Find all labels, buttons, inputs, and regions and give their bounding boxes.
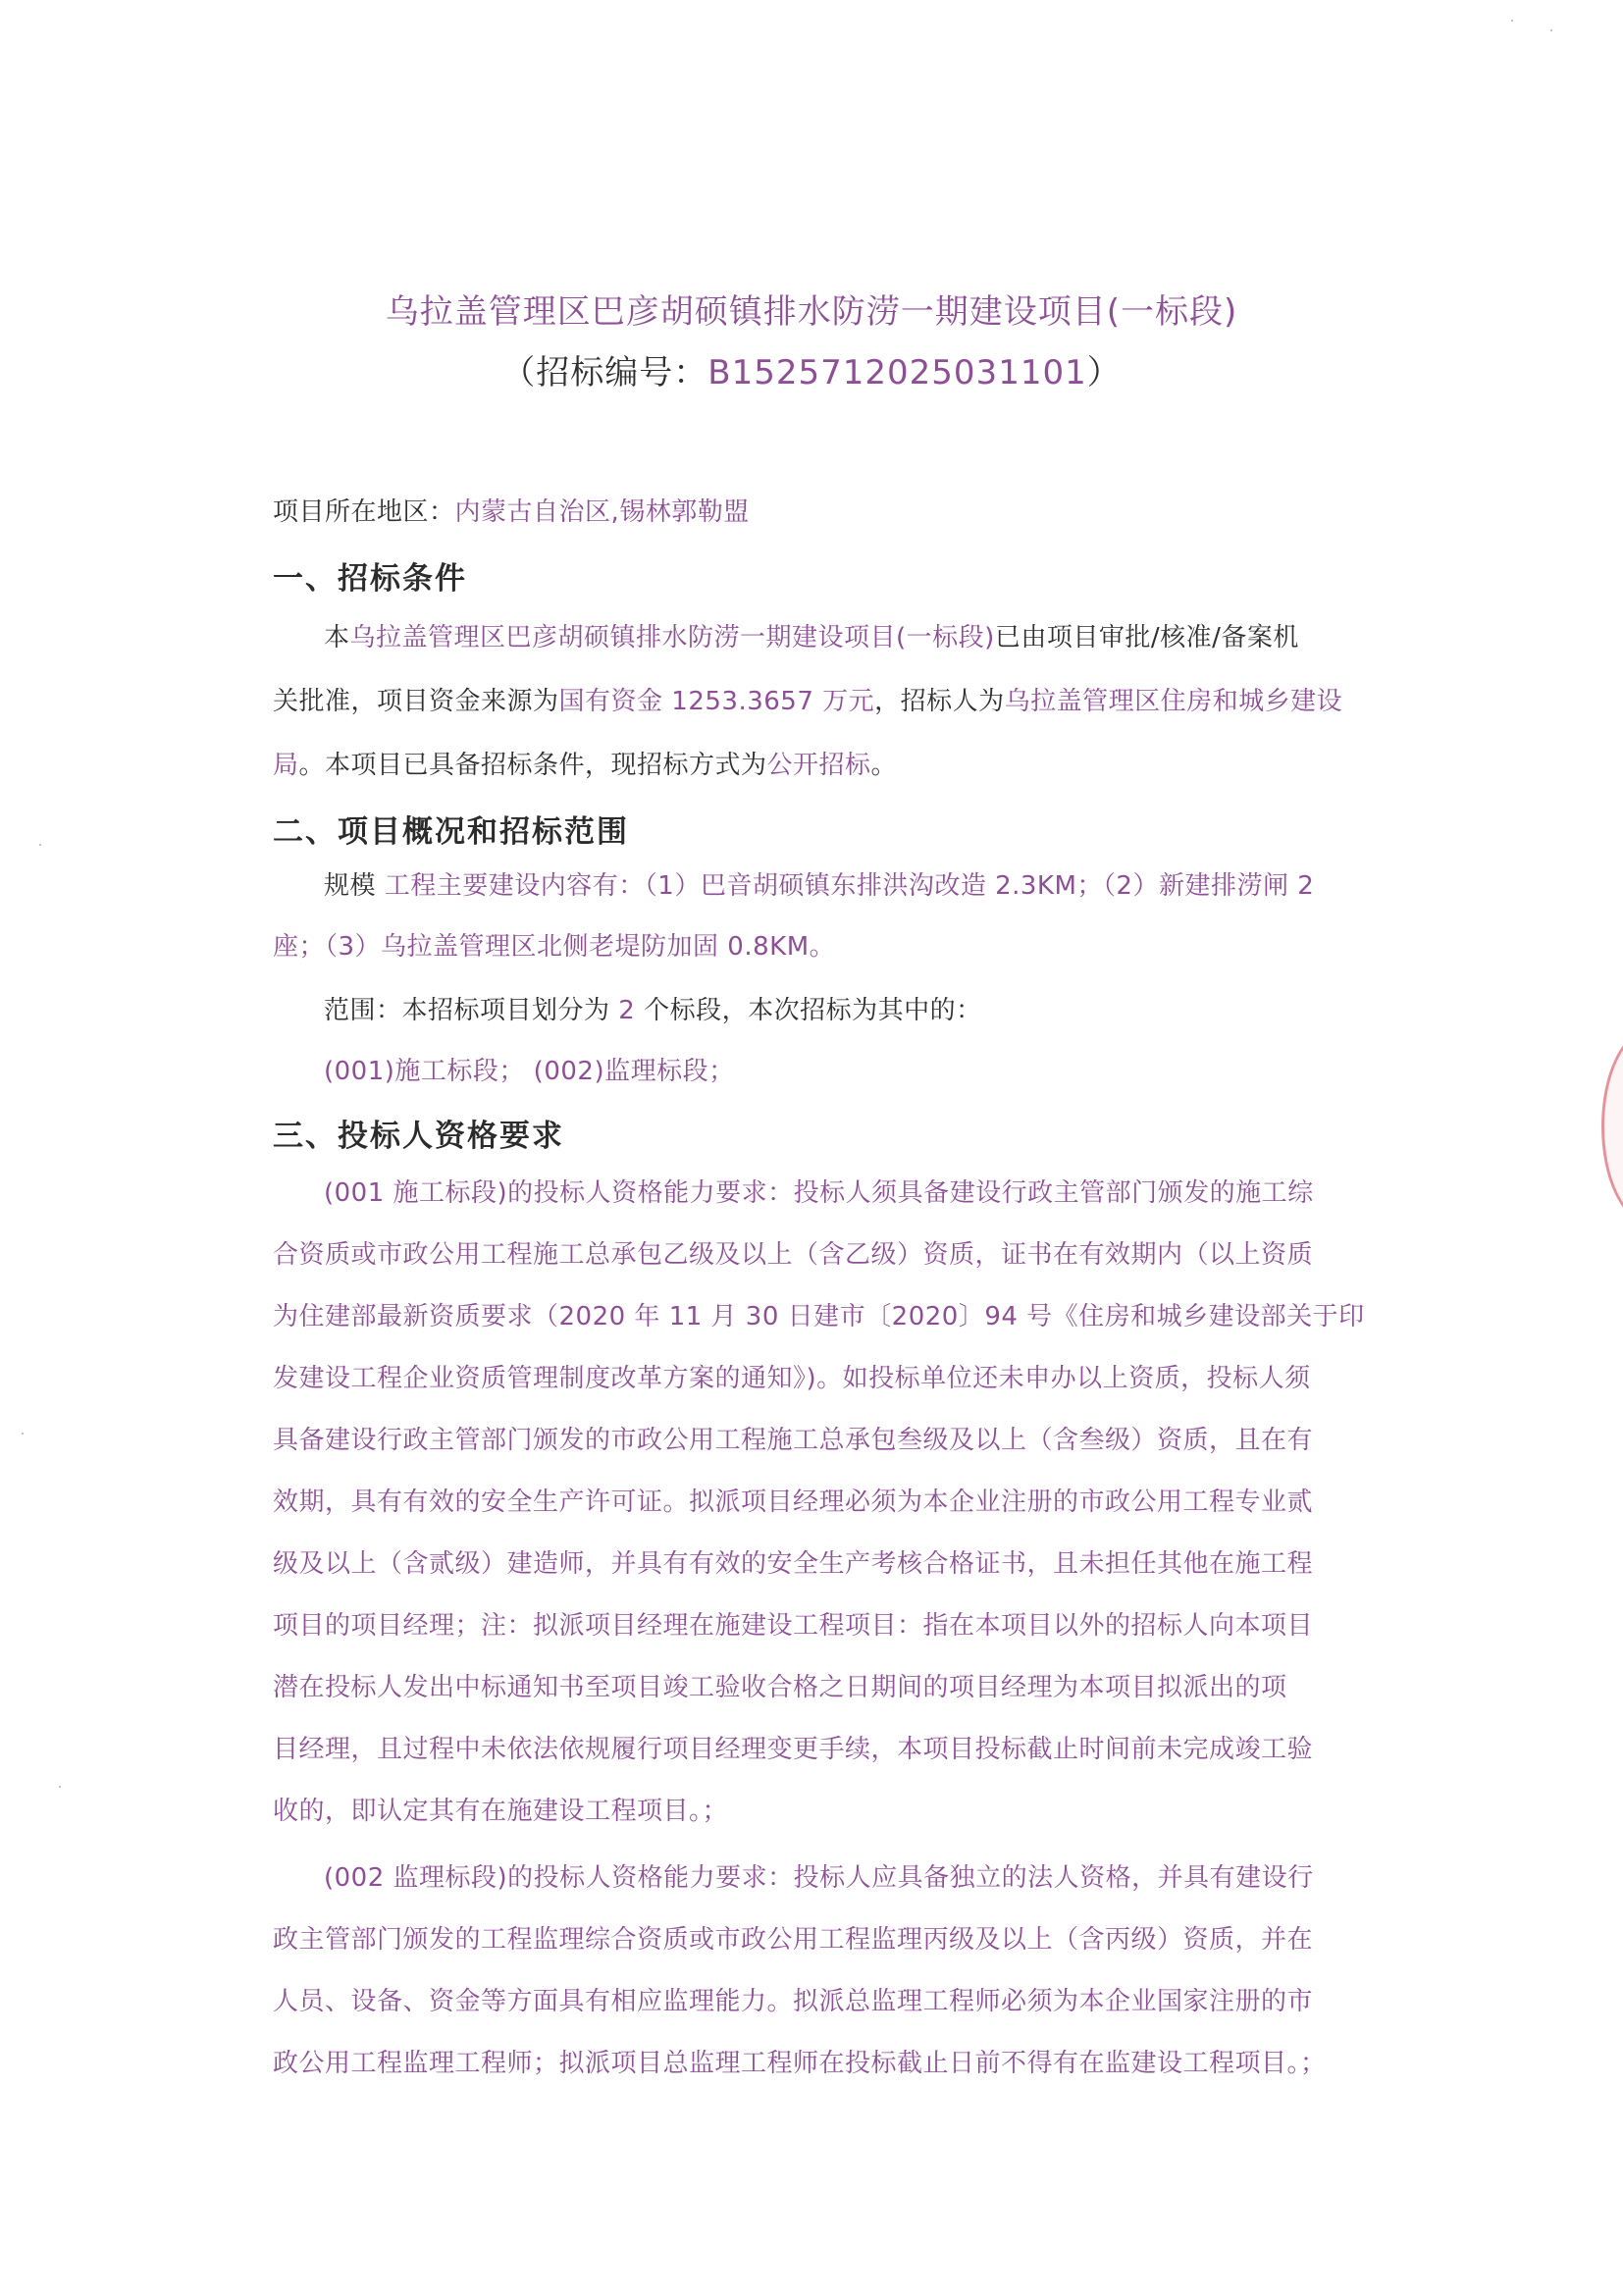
p1-line: 收的，即认定其有在施建设工程项目。；: [273, 1797, 729, 1826]
tender-number: [0, 345, 1623, 393]
scan-speck: [1511, 20, 1513, 22]
p1-line: 潜在投标人发出中标通知书至项目竣工验收合格之日期间的项目经理为本项目拟派出的项: [273, 1673, 1287, 1702]
scan-speck: [1550, 29, 1552, 31]
p1-line: 效期，具有有效的安全生产许可证。拟派项目经理必须为本企业注册的市政公用工程专业贰: [273, 1487, 1314, 1517]
tender-method: 公开招标: [766, 751, 871, 780]
text-run: 个标段，本次招标为其中的：: [644, 996, 982, 1025]
p1-line: 具备建设行政主管部门颁发的市政公用工程施工总承包叁级及以上（含叁级）资质，且在有: [273, 1426, 1314, 1455]
funding-source: 国有资金 1253.3657 万元: [558, 687, 875, 716]
tenderer-name-end: 局: [273, 751, 299, 780]
section-2-lots: (001)施工标段； (002)监理标段；: [324, 1057, 735, 1086]
p1-line: 项目的项目经理；注：拟派项目经理在施建设工程项目：指在本项目以外的招标人向本项目: [273, 1611, 1314, 1641]
text-run: 。本项目已具备招标条件，现招标方式为: [298, 751, 767, 780]
p2-line: 政主管部门颁发的工程监理综合资质或市政公用工程监理丙级及以上（含丙级）资质，并在: [273, 1925, 1314, 1955]
text-run: 本: [324, 623, 350, 652]
section-2-scale-line-1: [324, 869, 1413, 903]
section-1-line-1: [324, 621, 1413, 654]
location-label: 项目所在地区：: [273, 497, 455, 527]
section-1-heading: 一、招标条件: [273, 561, 467, 597]
document-title: 乌拉盖管理区巴彦胡硕镇排水防涝一期建设项目(一标段): [385, 292, 1238, 332]
scale-content: 工程主要建设内容有：（1）巴音胡硕镇东排洪沟改造 2.3KM；（2）新建排涝闸 2: [384, 871, 1315, 901]
p2-line: 政公用工程监理工程师；拟派项目总监理工程师在投标截止日前不得有在监建设工程项目。；: [273, 2049, 1327, 2078]
project-name: 乌拉盖管理区巴彦胡硕镇排水防涝一期建设项目(一标段): [349, 623, 995, 652]
text-run: 关批准，项目资金来源为: [273, 687, 559, 716]
section-1-line-3: [273, 749, 1362, 782]
project-location: [273, 496, 1362, 529]
scale-label: 规模: [324, 871, 377, 901]
section-2-range: [324, 994, 1413, 1027]
p1-line: (001 施工标段)的投标人资格能力要求：投标人须具备建设行政主管部门颁发的施工综: [324, 1178, 1314, 1208]
section-2-scale-line-2: 座；（3）乌拉盖管理区北侧老堤防加固 0.8KM。: [273, 932, 836, 962]
section-3-heading: 三、投标人资格要求: [273, 1119, 564, 1154]
tender-number-prefix: （招标编号：: [501, 353, 708, 392]
tender-number-code: B1525712025031101: [707, 353, 1087, 392]
scan-speck: [39, 844, 41, 846]
section-2-heading: 二、项目概况和招标范围: [273, 814, 629, 850]
lot-count: 2: [618, 996, 636, 1025]
p1-line: 发建设工程企业资质管理制度改革方案的通知》)。如投标单位还未申办以上资质，投标人须: [273, 1364, 1311, 1393]
scan-speck: [59, 1786, 61, 1788]
p1-line: 目经理，且过程中未依法依规履行项目经理变更手续，本项目投标截止时间前未完成竣工验: [273, 1735, 1314, 1764]
text-run: 已由项目审批/核准/备案机: [994, 623, 1299, 652]
official-seal-fragment: [1601, 1030, 1623, 1223]
p2-line: (002 监理标段)的投标人资格能力要求：投标人应具备独立的法人资格，并具有建设行: [324, 1863, 1314, 1893]
p2-line: 人员、设备、资金等方面具有相应监理能力。拟派总监理工程师必须为本企业国家注册的市: [273, 1987, 1314, 2016]
p1-line: 合资质或市政公用工程施工总承包乙级及以上（含乙级）资质，证书在有效期内（以上资质: [273, 1240, 1314, 1270]
scan-speck: [22, 1433, 24, 1435]
tenderer-name: 乌拉盖管理区住房和城乡建设: [1004, 687, 1343, 716]
section-1-line-2: [273, 685, 1362, 718]
p1-line: 为住建部最新资质要求（2020 年 11 月 30 日建市〔2020〕94 号《住房和城乡建设部关于印: [273, 1302, 1365, 1331]
text-run: ，招标人为: [874, 687, 1005, 716]
text-run: 范围：本招标项目划分为: [324, 996, 610, 1025]
p1-line: 级及以上（含贰级）建造师，并具有有效的安全生产考核合格证书，且未担任其他在施工程: [273, 1549, 1314, 1579]
text-run: 。: [870, 751, 898, 780]
location-value: 内蒙古自治区,锡林郭勒盟: [454, 497, 750, 527]
tender-number-suffix: ）: [1086, 353, 1122, 392]
